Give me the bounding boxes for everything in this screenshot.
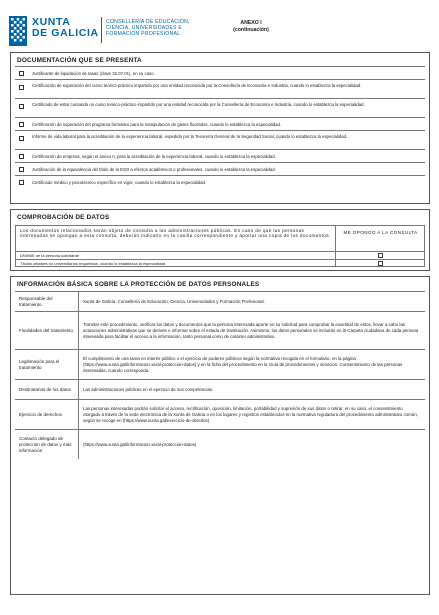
document-checkbox[interactable] xyxy=(19,104,24,109)
protection-row-value xyxy=(83,400,421,429)
annex-label xyxy=(221,20,281,34)
verification-row-label: Títulos oficiales no universitarios requeridos, cuando lo establezca la especialidad xyxy=(20,260,336,268)
list-item xyxy=(15,163,425,176)
document-label: Informe de vida laboral para la acreditación de la experiencia laboral, expedido por la Tesorería General de la Seguridad Social, cuando lo establezca la especialidad. xyxy=(32,134,348,139)
protection-value-text: Las personas interesadas podrán solicitar el acceso, rectificación, oposición, limitación, portabilidad y supresión de sus datos o retirar, en su caso, el consentimiento otorgado a través de la sede electrónica de la Xunta de Galicia o en los lugares y registros establecidos en la normativa reguladora del procedimiento administrativo común, según se recoge en (https://www.xunta.gal/exercicio-de-dereitos) xyxy=(83,405,418,423)
table-row xyxy=(15,349,425,379)
list-item xyxy=(15,118,425,131)
protection-row-value xyxy=(83,292,421,311)
list-item xyxy=(15,150,425,163)
list-item xyxy=(15,131,425,150)
data-protection-title: INFORMACIÓN BÁSICA SOBRE LA PROTECCIÓN DE DATOS PERSONALES xyxy=(17,281,260,288)
table-row xyxy=(15,379,425,399)
data-verification-section xyxy=(10,209,430,271)
header-divider xyxy=(101,17,102,43)
protection-key-text: Legitimación para el tratamiento xyxy=(19,358,60,370)
protection-key-text: Finalidades del tratamiento xyxy=(19,327,74,333)
brand-name xyxy=(32,17,99,39)
table-row xyxy=(15,311,425,349)
documentation-title: DOCUMENTACIÓN QUE SE PRESENTA xyxy=(17,57,142,64)
oppose-checkbox[interactable] xyxy=(378,253,383,258)
document-checkbox[interactable] xyxy=(19,71,24,76)
document-checkbox[interactable] xyxy=(19,136,24,141)
dept-line-1: CONSELLERÍA DE EDUCACIÓN, xyxy=(106,19,190,25)
protection-row-key xyxy=(15,312,79,349)
xunta-logo-icon xyxy=(9,16,27,46)
document-label: Justificante de liquidación de tasas (clave 32.07.01), en su caso. xyxy=(32,70,155,76)
protection-row-value xyxy=(83,312,421,349)
brand-line-1: XUNTA xyxy=(32,16,71,28)
table-row xyxy=(16,252,425,260)
protection-row-key xyxy=(15,430,79,459)
document-checkbox[interactable] xyxy=(19,167,24,172)
oppose-checkbox[interactable] xyxy=(378,261,383,266)
table-row xyxy=(15,291,425,311)
brand-line-2: DE GALICIA xyxy=(32,27,99,39)
list-item xyxy=(15,67,425,80)
table-row xyxy=(16,260,425,268)
annex-subtitle: (continuación) xyxy=(233,27,269,33)
list-item xyxy=(15,99,425,118)
protection-key-text: Contacto delegado de protección de datos y más información xyxy=(19,435,72,453)
data-verification-title: COMPROBACIÓN DE DATOS xyxy=(17,214,110,221)
data-protection-table xyxy=(15,291,425,459)
verification-intro: Los documentos relacionados serán objeto de consulta a las administraciones públicas. En caso de que las personas interesadas se opongan a esta consulta, deberán indicarlo en la casilla correspondiente y aportar una copia de los documentos. xyxy=(16,226,336,252)
document-label: Certificado médico y psicotécnico específico en vigor, cuando lo establezca la especialidad. xyxy=(32,179,207,185)
protection-row-key xyxy=(15,400,79,429)
data-protection-section xyxy=(10,276,430,595)
protection-row-key xyxy=(15,350,79,379)
protection-row-key xyxy=(15,292,79,311)
protection-value-text: Tramitar este procedimiento, verificar los datos y documentos que la persona interesada aporte en su solicitud para comprobar la exactitud de estos, llevar a cabo las actuaciones administrativas que se deriven e informar sobre el estado de tramitación. Asimismo, los datos personales se incluirán en la Carpeta ciudadana de cada persona interesada para facilitar el acceso a la información, tanto personal como de carácter administrativo. xyxy=(83,321,419,339)
table-row xyxy=(15,429,425,459)
verification-row-label: DNI/NIE de la persona solicitante xyxy=(20,252,336,260)
documentation-section xyxy=(10,52,430,204)
protection-row-value xyxy=(83,350,421,379)
document-label: Certificación de superación del programa formativo para la manipulación de gases fluorados, cuando lo establezca la especialidad. xyxy=(32,121,282,127)
document-checkbox[interactable] xyxy=(19,122,24,127)
table-row xyxy=(15,399,425,429)
protection-row-value xyxy=(83,380,421,399)
protection-value-text: Las administraciones públicas en el ejercicio de sus competencias. xyxy=(83,386,214,392)
dept-line-2: CIENCIA, UNIVERSIDADES E xyxy=(106,25,182,32)
document-checkbox[interactable] xyxy=(19,85,24,90)
protection-value-text: Xunta de Galicia. Consellería de Educación, Ciencia, Universidades y Formación Profesional. xyxy=(83,298,265,304)
protection-key-text: Destinatarias de los datos xyxy=(19,386,71,392)
protection-value-text: El cumplimiento de una tarea en interés público o el ejercicio de poderes públicos según la normativa recogida en el formulario, en la página (https://www.xunta.gal/informacion-xeral-proteccion-datos) y en la ficha del procedimiento en la Guía de procedimientos y servicios. Consentimiento de las personas interesadas, cuando corresponda. xyxy=(83,355,403,373)
protection-value-text: (https://www.xunta.gal/informacion-xeral-proteccion-datos) xyxy=(83,441,197,447)
document-label: Certificación de superación del curso teórico-práctico impartido por una entidad reconocida por la Consellería de Economía e Industria, cuando lo establezca la especialidad. xyxy=(32,83,362,88)
document-label: Certificado de estar cursando un curso teórico-práctico impartido por una entidad reconocida por la Consellería de Economía e Industria, cuando lo establezca la especialidad. xyxy=(32,102,365,107)
list-item xyxy=(15,176,425,189)
documentation-list xyxy=(15,66,425,189)
list-item xyxy=(15,80,425,99)
document-label: Justificación de la equivalencia del título de la ESO a efectos académicos o profesionales, cuando lo establezca la especialidad. xyxy=(32,166,276,172)
verification-table xyxy=(15,225,425,267)
protection-key-text: Ejercicio de derechos xyxy=(19,411,63,417)
annex-title: ANEXO I xyxy=(240,20,262,26)
page-header xyxy=(9,16,429,52)
protection-row-value xyxy=(83,430,421,459)
document-checkbox[interactable] xyxy=(19,154,24,159)
protection-key-text: Responsable del tratamiento xyxy=(19,295,53,307)
document-checkbox[interactable] xyxy=(19,180,24,185)
oppose-column-header: ME OPONGO A LA CONSULTA xyxy=(336,226,425,252)
department-name xyxy=(106,19,190,38)
dept-line-3: FORMACIÓN PROFESIONAL xyxy=(106,31,181,38)
document-label: Certificación de empresa, según el anexo II, para la acreditación de la experiencia laboral, cuando lo establezca la especialidad. xyxy=(32,153,276,159)
protection-row-key xyxy=(15,380,79,399)
